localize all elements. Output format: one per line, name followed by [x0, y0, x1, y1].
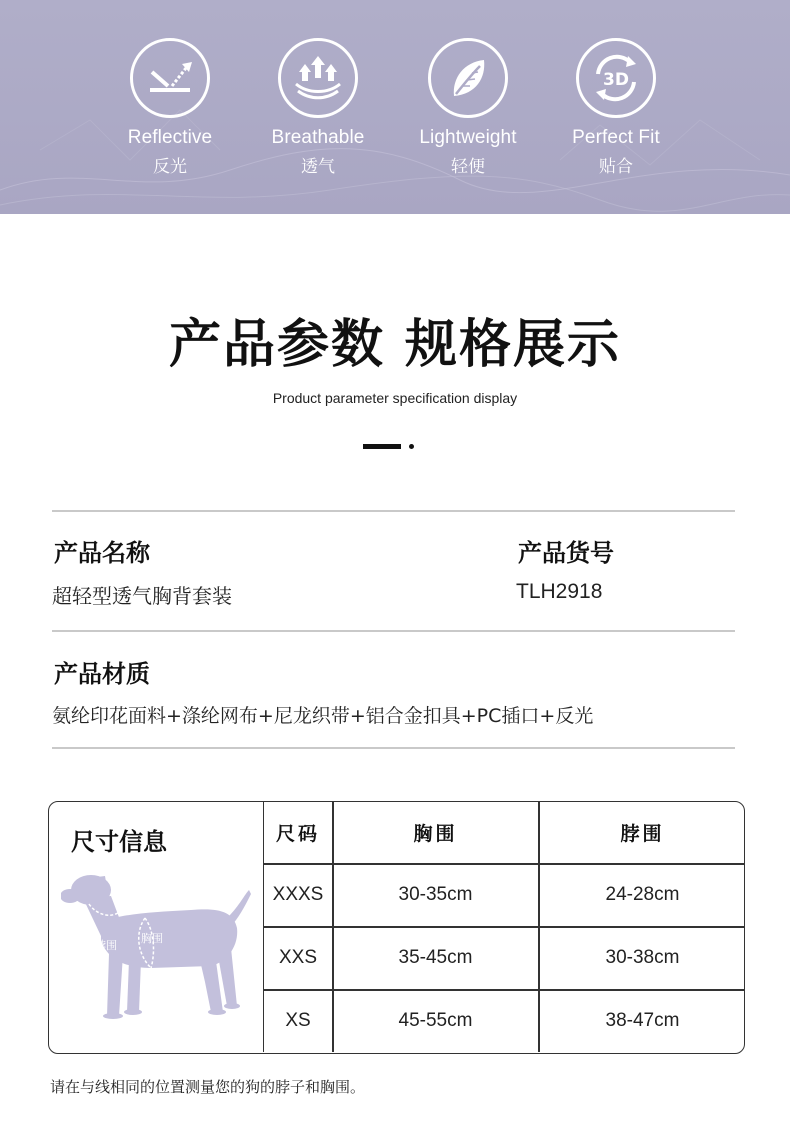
dog-neck-label: 脖围 [95, 939, 117, 952]
product-sku-value: TLH2918 [516, 580, 603, 603]
size-info-title: 尺寸信息 [71, 828, 167, 856]
table-header-chest: 胸围 [413, 823, 458, 845]
size-info-table [48, 801, 745, 1054]
table-cell-chest: 30-35cm [398, 884, 473, 905]
page-title: 产品参数 规格展示 [168, 315, 622, 375]
product-name-value: 超轻型透气胸背套装 [52, 584, 232, 608]
svg-text:3D: 3D [603, 70, 629, 90]
divider [52, 510, 735, 512]
divider [52, 747, 735, 749]
product-material-value: 氨纶印花面料+涤纶网布+尼龙织带+铝合金扣具+PC插口+反光 [52, 705, 594, 727]
product-sku-label: 产品货号 [518, 539, 614, 567]
feature-label-cn: 透气 [301, 157, 335, 177]
page-subtitle: Product parameter specification display [272, 390, 518, 406]
feature-label-cn: 反光 [153, 157, 187, 177]
dog-measurement-illustration [61, 870, 251, 1020]
features-banner [0, 0, 790, 214]
breathable-icon [278, 38, 358, 118]
reflective-icon [130, 38, 210, 118]
feature-reflective [95, 38, 245, 177]
title-divider-dot [409, 444, 414, 449]
feature-label-en: Breathable [271, 127, 365, 148]
feature-label-en: Lightweight [419, 127, 517, 148]
title-divider [363, 444, 401, 449]
lightweight-leaf-icon [428, 38, 508, 118]
feature-label-en: Reflective [127, 127, 213, 148]
table-cell-size: XXXS [272, 884, 324, 905]
3d-fit-icon [576, 38, 656, 118]
feature-label-cn: 贴合 [599, 157, 633, 177]
table-cell-size: XXS [278, 947, 318, 968]
product-name-label: 产品名称 [54, 539, 150, 567]
product-material-label: 产品材质 [54, 660, 150, 688]
table-cell-chest: 35-45cm [398, 947, 473, 968]
table-cell-neck: 38-47cm [605, 1010, 680, 1031]
size-info-panel [49, 802, 264, 1052]
table-cell-neck: 30-38cm [605, 947, 680, 968]
divider [52, 630, 735, 632]
feature-label-en: Perfect Fit [572, 127, 660, 148]
dog-chest-label: 胸围 [141, 932, 163, 945]
table-cell-neck: 24-28cm [605, 884, 680, 905]
table-cell-chest: 45-55cm [398, 1010, 473, 1031]
feature-breathable [243, 38, 393, 177]
table-cell-size: XS [285, 1010, 311, 1031]
table-header-neck: 脖围 [620, 823, 665, 845]
feature-label-cn: 轻便 [451, 157, 485, 177]
feature-lightweight [393, 38, 543, 177]
feature-perfect-fit [541, 38, 691, 177]
table-header-size: 尺码 [275, 823, 320, 845]
measurement-footnote: 请在与线相同的位置测量您的狗的脖子和胸围。 [50, 1078, 366, 1096]
